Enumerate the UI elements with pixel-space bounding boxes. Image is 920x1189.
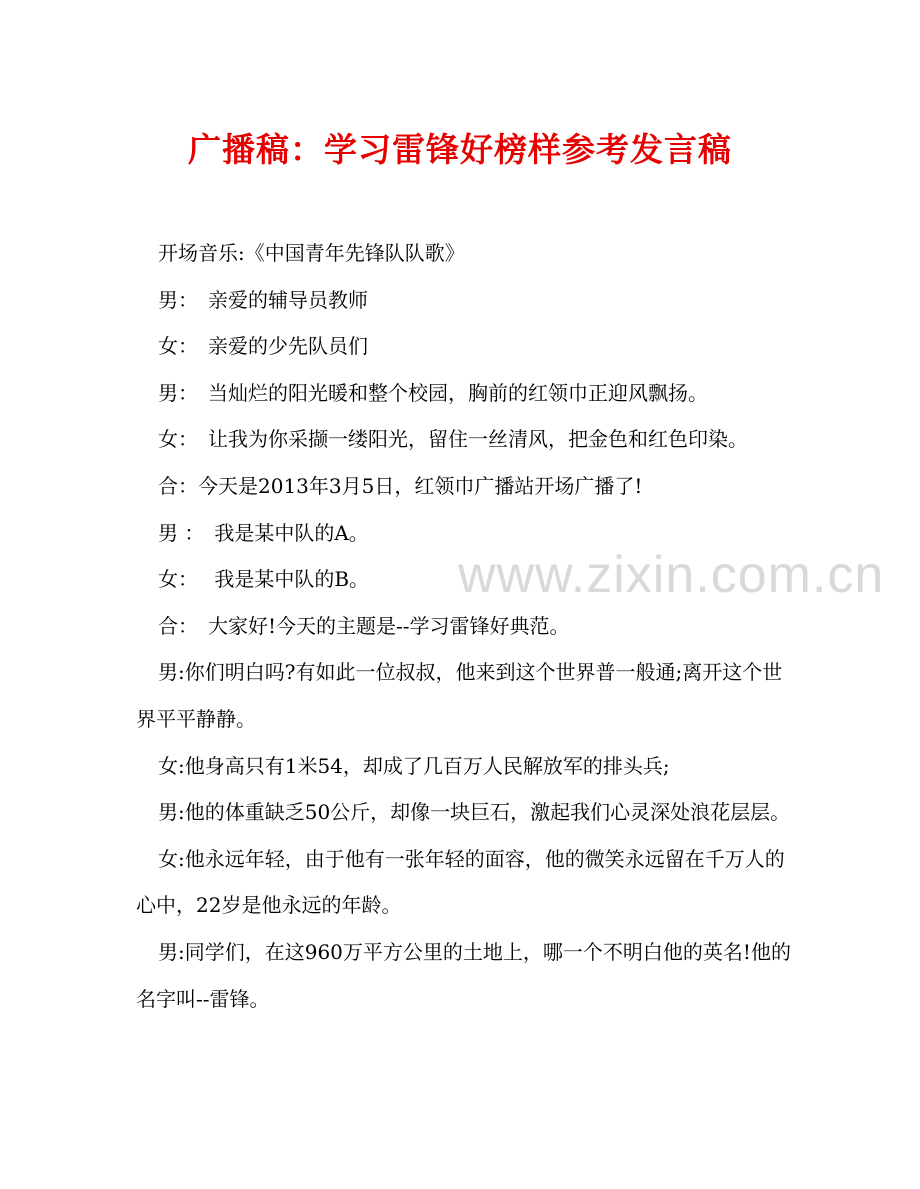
- paragraph-line: 男:你们明白吗?有如此一位叔叔，他来到这个世界普一般通;离开这个世界平平静静。: [136, 660, 783, 731]
- document-title: 广播稿：学习雷锋好榜样参考发言稿: [188, 130, 732, 169]
- paragraph-line: 男 ： 我是某中队的A。: [158, 520, 369, 545]
- paragraph-line: 女： 我是某中队的B。: [158, 567, 370, 592]
- paragraph-line: 合：今天是2013年3月5日，红领巾广播站开场广播了!: [158, 473, 643, 498]
- paragraph-line: 男： 亲爱的辅导员教师: [158, 287, 368, 312]
- paragraph-line: 女:他身高只有1米54，却成了几百万人民解放军的排头兵;: [158, 753, 670, 778]
- paragraph-line: 女： 让我为你采撷一缕阳光，留住一丝清风，把金色和红色印染。: [158, 427, 748, 452]
- watermark-text: www.zixin.com.cn: [458, 546, 885, 604]
- paragraph-opening-music: 开场音乐:《中国青年先锋队队歌》: [158, 241, 465, 265]
- paragraph-line: 合： 大家好!今天的主题是--学习雷锋好典范。: [158, 613, 570, 638]
- document-body: [136, 230, 792, 1022]
- paragraph-line: 女： 亲爱的少先队员们: [158, 334, 368, 359]
- paragraph-line: 女:他永远年轻，由于他有一张年轻的面容，他的微笑永远留在千万人的心中，22岁是他永远的年龄。: [136, 846, 785, 918]
- paragraph-line: 男:同学们，在这960万平方公里的土地上，哪一个不明白他的英名!他的名字叫--雷锋。: [136, 939, 791, 1011]
- paragraph-line: 男： 当灿烂的阳光暖和整个校园，胸前的红领巾正迎风飘扬。: [158, 380, 708, 405]
- paragraph-line: 男:他的体重缺乏50公斤，却像一块巨石，激起我们心灵深处浪花层层。: [158, 800, 791, 825]
